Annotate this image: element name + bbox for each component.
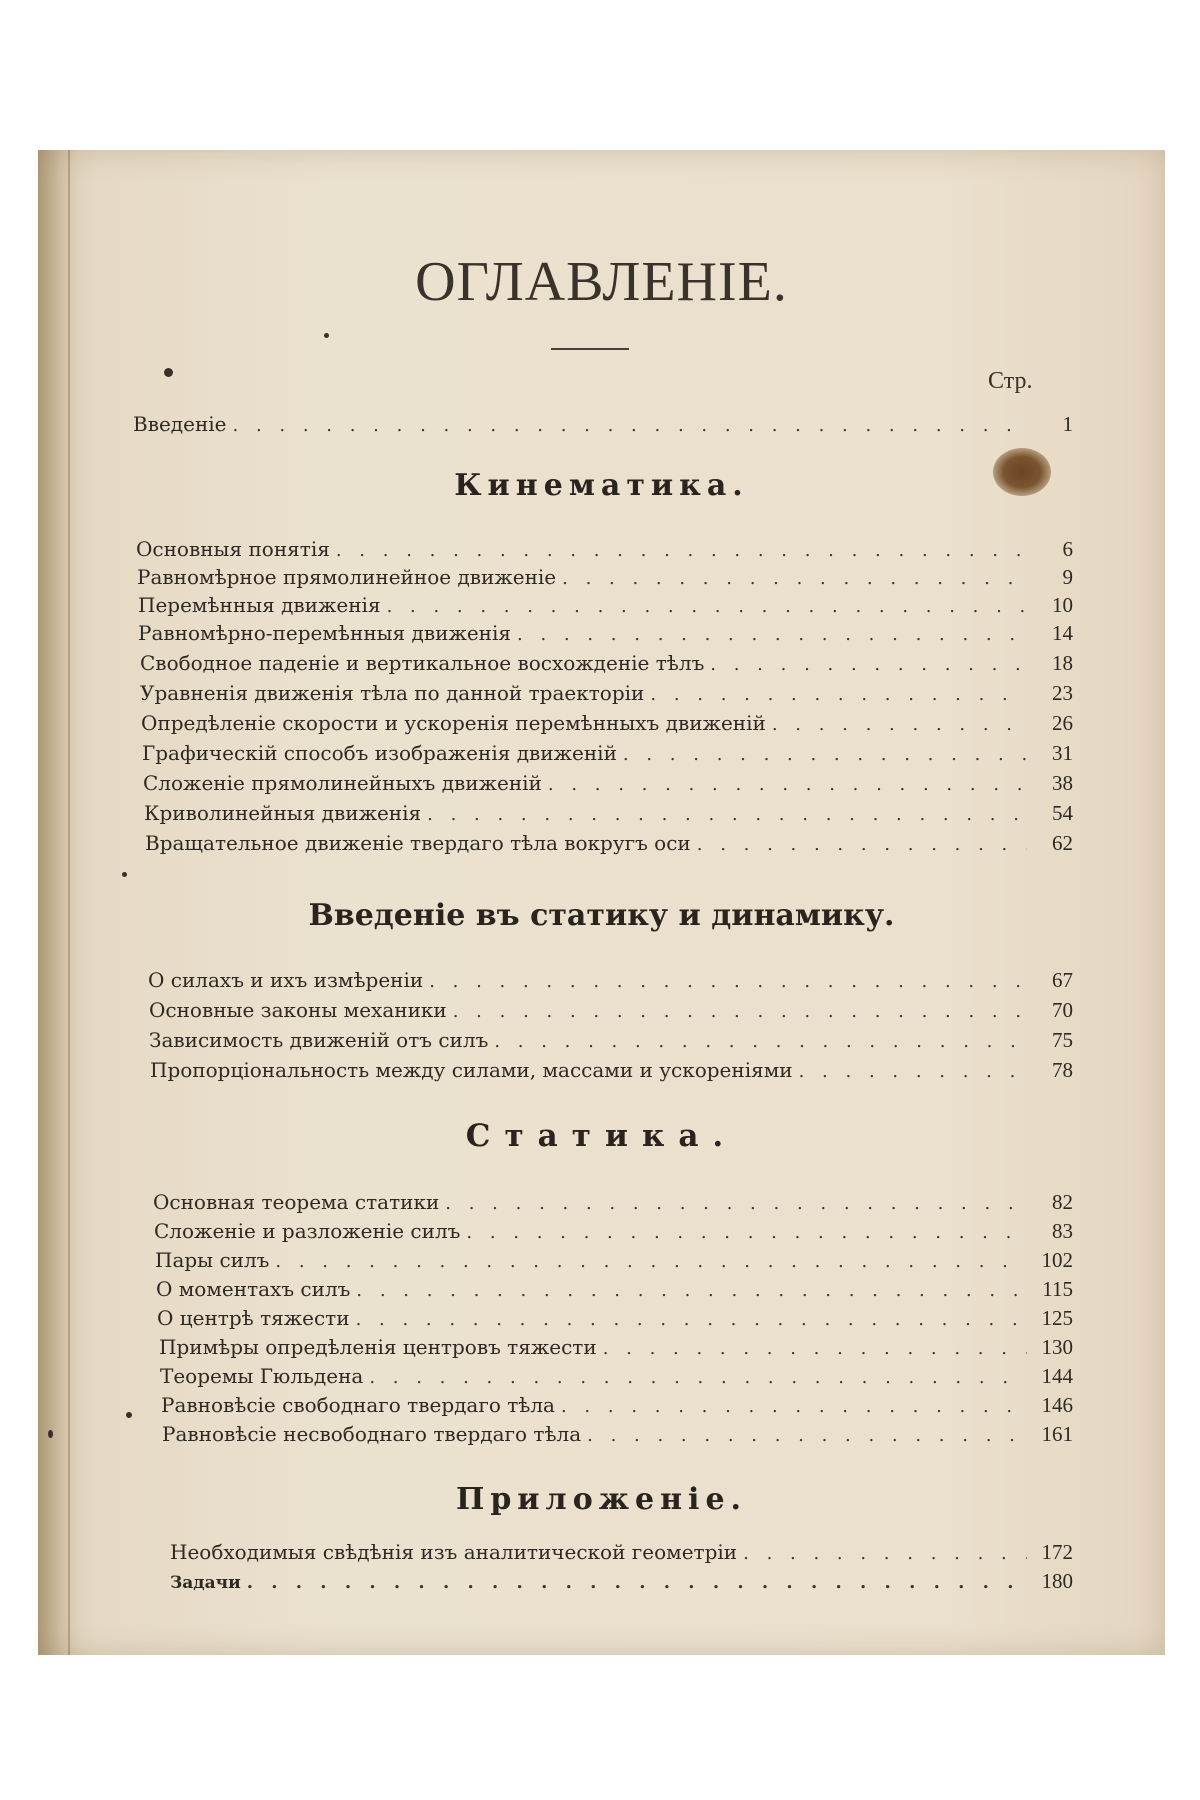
leader-dots [561, 1396, 1027, 1417]
leader-dots [233, 415, 1027, 436]
section-title-intro-statics-dynamics: Введеніе въ статику и динамику. [308, 898, 895, 933]
toc-entry-introduction [133, 412, 1073, 440]
toc-entry [148, 968, 1073, 996]
toc-entry-page: 23 [1052, 681, 1073, 705]
toc-entry-label: Основные законы механики [149, 998, 447, 1022]
toc-entry-page: 161 [1041, 1422, 1073, 1446]
toc-entry [144, 801, 1073, 829]
toc-entry [137, 565, 1073, 593]
leader-dots [453, 1001, 1027, 1022]
toc-entry [159, 1335, 1073, 1363]
toc-entry-label: Пары силъ [155, 1248, 270, 1272]
toc-entry [138, 593, 1073, 621]
leader-dots [247, 1572, 1027, 1593]
toc-entry-page: 10 [1052, 593, 1073, 617]
toc-entry-label: Уравненія движенія тѣла по данной траекторіи [140, 681, 645, 705]
toc-entry [155, 1248, 1073, 1276]
paper-speck [324, 333, 329, 338]
toc-entry-page: 31 [1052, 741, 1073, 765]
leader-dots [429, 971, 1027, 992]
toc-entry-label: Графическій способъ изображенія движеній [142, 741, 617, 765]
toc-entry-label: Основная теорема статики [153, 1190, 440, 1214]
toc-entry-label: Задачи [170, 1573, 241, 1593]
toc-entry-page: 83 [1052, 1219, 1073, 1243]
toc-entry-page: 9 [1062, 565, 1073, 589]
toc-entry-page: 62 [1052, 831, 1073, 855]
toc-entry [143, 771, 1073, 799]
toc-entry-page: 82 [1052, 1190, 1073, 1214]
toc-entry [160, 1364, 1073, 1392]
leader-dots [356, 1280, 1027, 1301]
toc-entry [145, 831, 1073, 859]
leader-dots [275, 1251, 1027, 1272]
leader-dots [494, 1031, 1027, 1052]
leader-dots [387, 596, 1027, 617]
toc-entry-page: 54 [1052, 801, 1073, 825]
toc-entry [170, 1540, 1073, 1568]
leader-dots [369, 1367, 1027, 1388]
leader-dots [603, 1338, 1027, 1359]
leader-dots [772, 714, 1027, 735]
toc-entry-label: Опредѣленіе скорости и ускоренія перемѣнныхъ движеній [141, 711, 766, 735]
toc-entry [154, 1219, 1073, 1247]
toc-entry-page: 18 [1052, 651, 1073, 675]
toc-entry [150, 1058, 1073, 1086]
toc-entry-label: Сложеніе прямолинейныхъ движеній [143, 771, 542, 795]
toc-entry [149, 1028, 1073, 1056]
toc-entry [162, 1422, 1073, 1450]
toc-entry-label: Сложеніе и разложеніе силъ [154, 1219, 461, 1243]
toc-entry [157, 1306, 1073, 1334]
toc-entry [140, 651, 1073, 679]
toc-entry-label: Введеніе [133, 412, 227, 436]
toc-entry [149, 998, 1073, 1026]
toc-entry [156, 1277, 1073, 1305]
toc-entry-page: 115 [1042, 1277, 1073, 1301]
leader-dots [445, 1193, 1027, 1214]
leader-dots [336, 540, 1027, 561]
leader-dots [710, 654, 1027, 675]
toc-entry-page: 67 [1052, 968, 1073, 992]
toc-entry-label: Криволинейныя движенія [144, 801, 422, 825]
toc-entry-page: 78 [1052, 1058, 1073, 1082]
section-title-kinematics: Кинематика. [454, 468, 749, 503]
toc-entry-label: О силахъ и ихъ измѣреніи [148, 968, 424, 992]
toc-entry-page: 172 [1041, 1540, 1073, 1564]
toc-entry-page: 146 [1041, 1393, 1073, 1417]
toc-entry-page: 75 [1052, 1028, 1073, 1052]
toc-entry-page: 6 [1062, 537, 1073, 561]
section-title-appendix: Приложеніе. [456, 1482, 747, 1517]
toc-entry-page: 26 [1052, 711, 1073, 735]
toc-entry-page: 102 [1041, 1248, 1073, 1272]
page-column-label: Стр. [988, 368, 1033, 394]
leader-dots [466, 1222, 1027, 1243]
toc-entry-label: Равномѣрно-перемѣнныя движенія [138, 621, 512, 645]
toc-entry-label: Равномѣрное прямолинейное движеніе [137, 565, 557, 589]
toc-entry-page: 144 [1041, 1364, 1073, 1388]
toc-entry-label: Свободное паденіе и вертикальное восхожденіе тѣлъ [140, 651, 705, 675]
toc-entry [138, 621, 1073, 649]
toc-entry-label: Равновѣсіе свободнаго твердаго тѣла [161, 1393, 555, 1417]
leader-dots [799, 1061, 1027, 1082]
leader-dots [427, 804, 1027, 825]
book-page [38, 150, 1165, 1655]
toc-entry-page: 38 [1052, 771, 1073, 795]
section-title-statics: Статика. [465, 1118, 738, 1154]
toc-entry-page: 70 [1052, 998, 1073, 1022]
toc-entry-page: 130 [1041, 1335, 1073, 1359]
toc-entry-label: Перемѣнныя движенія [138, 593, 381, 617]
leader-dots [562, 568, 1027, 589]
leader-dots [650, 684, 1027, 705]
paper-speck [122, 872, 127, 877]
toc-entry-page: 14 [1052, 621, 1073, 645]
title-rule [551, 348, 629, 350]
toc-entry-page: 1 [1062, 412, 1073, 436]
toc-entry-label: Примѣры опредѣленія центровъ тяжести [159, 1335, 597, 1359]
toc-entry-label: Равновѣсіе несвободнаго твердаго тѣла [162, 1422, 582, 1446]
leader-dots [743, 1543, 1027, 1564]
toc-entry-page: 180 [1041, 1569, 1073, 1593]
toc-entry-label: Теоремы Гюльдена [160, 1364, 364, 1388]
toc-entry-label: Вращательное движеніе твердаго тѣла вокругъ оси [145, 831, 691, 855]
leader-dots [587, 1425, 1027, 1446]
toc-entry-label: О моментахъ силъ [156, 1277, 351, 1301]
toc-entry-label: О центрѣ тяжести [157, 1306, 350, 1330]
paper-speck [164, 368, 173, 377]
leader-dots [548, 774, 1027, 795]
toc-entry [153, 1190, 1073, 1218]
toc-entry [141, 711, 1073, 739]
leader-dots [517, 624, 1027, 645]
paper-speck [126, 1412, 132, 1418]
toc-entry-label: Основныя понятія [136, 537, 330, 561]
toc-entry [170, 1569, 1073, 1597]
leader-dots [356, 1309, 1027, 1330]
paper-speck [48, 1430, 53, 1438]
page-title: ОГЛАВЛЕНІЕ. [415, 251, 788, 313]
toc-entry-label: Необходимыя свѣдѣнія изъ аналитической геометріи [170, 1540, 738, 1564]
toc-entry-label: Зависимость движеній отъ силъ [149, 1028, 489, 1052]
toc-entry [142, 741, 1073, 769]
leader-dots [623, 744, 1027, 765]
leader-dots [697, 834, 1027, 855]
toc-entry [140, 681, 1073, 709]
ink-stain [993, 448, 1051, 496]
toc-entry-label: Пропорціональность между силами, массами и ускореніями [150, 1058, 793, 1082]
toc-entry [136, 537, 1073, 565]
toc-entry-page: 125 [1041, 1306, 1073, 1330]
toc-entry [161, 1393, 1073, 1421]
